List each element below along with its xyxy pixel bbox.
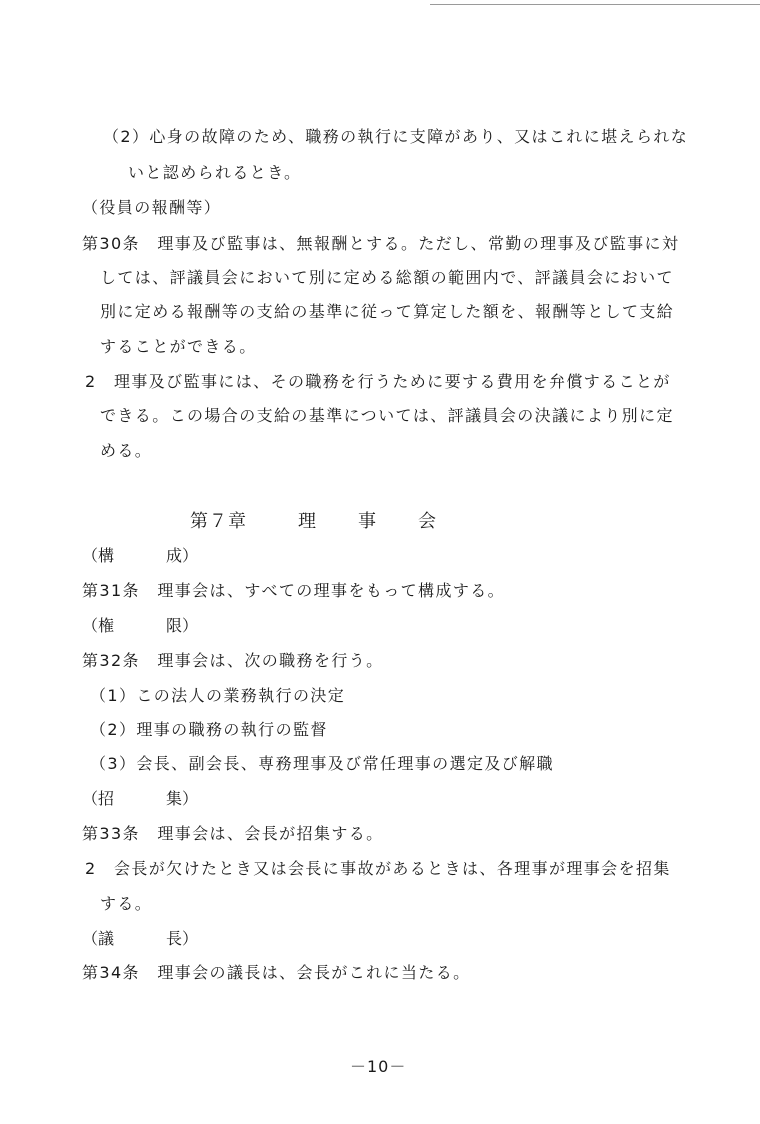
heading-shoshu-1: 招 — [98, 789, 115, 808]
article-30-line-6: できる。この場合の支給の基準については、評議員会の決議により別に定 — [100, 406, 674, 425]
heading-yakuin: （役員の報酬等） — [82, 198, 222, 217]
page-number: －10－ — [350, 1057, 407, 1076]
article-31: 第31条 理事会は、すべての理事をもって構成する。 — [82, 581, 506, 600]
article-33-line-3: する。 — [100, 894, 153, 913]
chapter-title-char-2: 事 — [358, 511, 376, 532]
article-32-item-2: （2）理事の職務の執行の監督 — [90, 720, 328, 739]
article-32: 第32条 理事会は、次の職務を行う。 — [82, 651, 384, 670]
article-32-item-1: （1）この法人の業務執行の決定 — [90, 686, 346, 705]
article-30-line-7: める。 — [100, 441, 153, 460]
article-33-line-2: 2 会長が欠けたとき又は会長に事故があるときは、各理事が理事会を招集 — [85, 859, 671, 878]
heading-gicho-2: 長 — [166, 929, 183, 948]
article-30-line-5: 2 理事及び監事には、その職務を行うために要する費用を弁償することが — [85, 372, 671, 391]
chapter-number: 第７章 — [190, 511, 247, 532]
line-l1: （2）心身の故障のため、職務の執行に支障があり、又はこれに堪えられな — [103, 127, 689, 146]
heading-shoshu-2: 集 — [166, 789, 183, 808]
heading-kosei-1: 構 — [98, 546, 115, 565]
article-30-line-2: しては、評議員会において別に定める総額の範囲内で、評議員会において — [100, 268, 674, 287]
article-34: 第34条 理事会の議長は、会長がこれに当たる。 — [82, 963, 471, 982]
heading-kengen-2: 限 — [166, 616, 183, 635]
chapter-title-char-1: 理 — [298, 511, 316, 532]
article-32-item-3: （3）会長、副会長、専務理事及び常任理事の選定及び解職 — [90, 754, 554, 773]
chapter-title-char-3: 会 — [418, 511, 436, 532]
line-l2: いと認められるとき。 — [128, 163, 302, 182]
heading-kosei-2: 成 — [166, 546, 183, 565]
heading-gicho-1: 議 — [98, 929, 115, 948]
top-rule — [430, 4, 760, 5]
heading-kengen-1: 権 — [98, 616, 115, 635]
article-33: 第33条 理事会は、会長が招集する。 — [82, 824, 384, 843]
article-30-line-3: 別に定める報酬等の支給の基準に従って算定した額を、報酬等として支給 — [100, 302, 675, 321]
article-30-line-1: 第30条 理事及び監事は、無報酬とする。ただし、常勤の理事及び監事に対 — [82, 234, 680, 253]
article-30-line-4: することができる。 — [100, 337, 257, 356]
